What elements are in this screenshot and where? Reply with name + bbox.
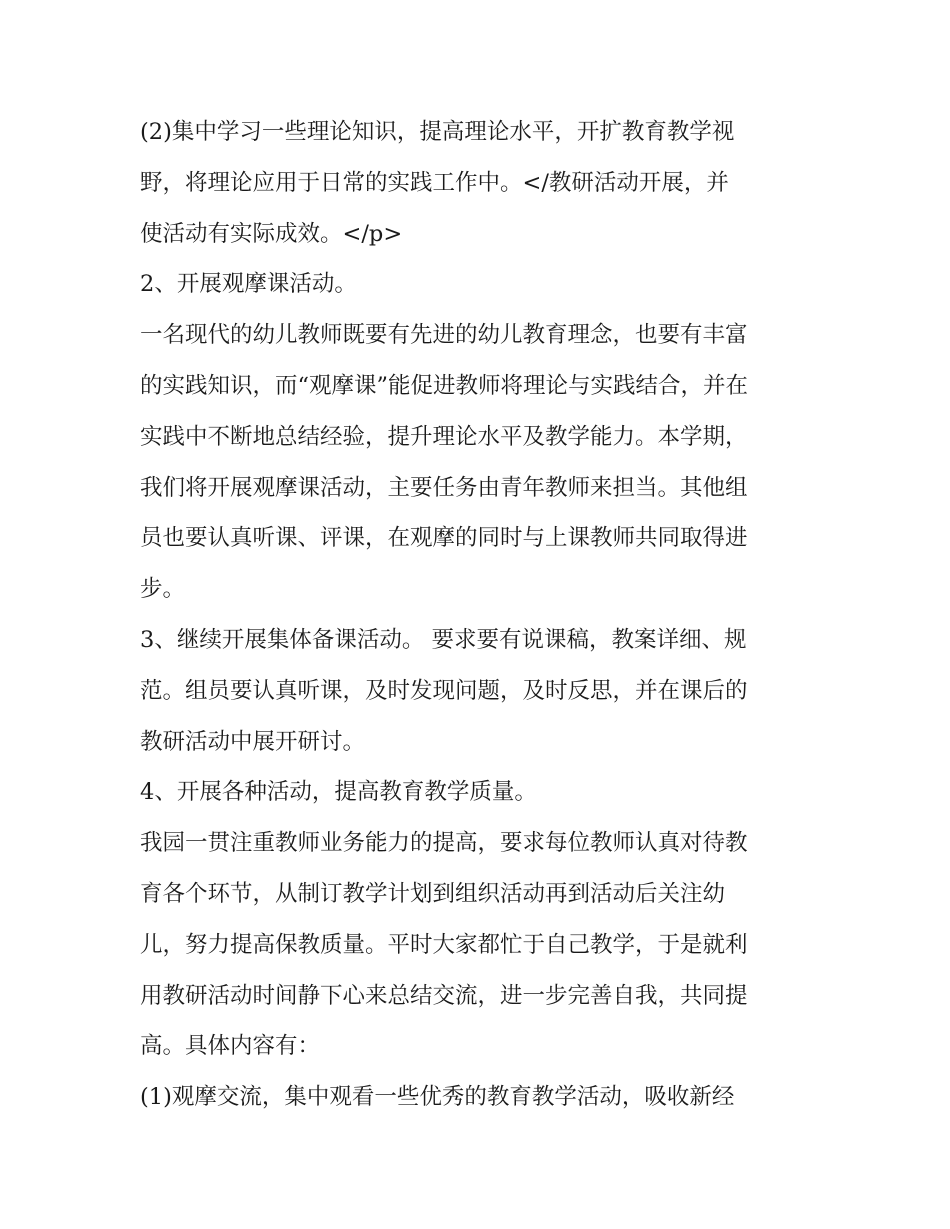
- paragraph-teacher-ability: [140, 818, 816, 1072]
- text-line: 员也要认真听课、评课，在观摩的同时与上课教师共同取得进: [140, 525, 748, 552]
- text-line: 我们将开展观摩课活动，主要任务由青年教师来担当。其他组: [140, 474, 748, 501]
- text-line: 范。组员要认真听课，及时发现问题，及时反思，并在课后的: [140, 677, 748, 704]
- section-heading-various-activities: [140, 767, 816, 818]
- paragraph-observation-class: [140, 310, 816, 615]
- text-line: (1)观摩交流，集中观看一些优秀的教育教学活动，吸收新经: [140, 1084, 735, 1111]
- text-line: 4、开展各种活动，提高教育教学质量。: [140, 779, 537, 806]
- text-line: 步。: [140, 576, 186, 603]
- document-body: [140, 107, 816, 1123]
- text-line: 野，将理论应用于日常的实践工作中。</教研活动开展，并: [140, 169, 729, 196]
- text-line: 3、继续开展集体备课活动。 要求要有说课稿，教案详细、规: [140, 626, 747, 653]
- text-line: 一名现代的幼儿教师既要有先进的幼儿教育理念，也要有丰富: [140, 322, 748, 349]
- text-line: 儿，努力提高保教质量。平时大家都忙于自己教学，于是就利: [140, 931, 748, 958]
- text-line: 实践中不断地总结经验，提升理论水平及教学能力。本学期，: [140, 423, 748, 450]
- text-line: (2)集中学习一些理论知识，提高理论水平，开扩教育教学视: [140, 119, 735, 145]
- text-line: 使活动有实际成效。</p>: [140, 220, 403, 247]
- paragraph-study-theory: [140, 107, 816, 259]
- text-line: 用教研活动时间静下心来总结交流，进一步完善自我，共同提: [140, 982, 748, 1009]
- text-line: 育各个环节，从制订教学计划到组织活动再到活动后关注幼: [140, 880, 726, 907]
- text-line: 我园一贯注重教师业务能力的提高，要求每位教师认真对待教: [140, 830, 748, 857]
- paragraph-collective-lesson-prep: [140, 615, 816, 767]
- text-line: 高。具体内容有：: [140, 1033, 321, 1060]
- text-line: 2、开展观摩课活动。: [140, 271, 357, 298]
- text-line: 的实践知识，而“观摩课”能促进教师将理论与实践结合，并在: [140, 372, 749, 399]
- paragraph-observation-exchange: [140, 1072, 816, 1123]
- text-line: 教研活动中展开研讨。: [140, 728, 366, 755]
- section-heading-observation-class: [140, 259, 816, 310]
